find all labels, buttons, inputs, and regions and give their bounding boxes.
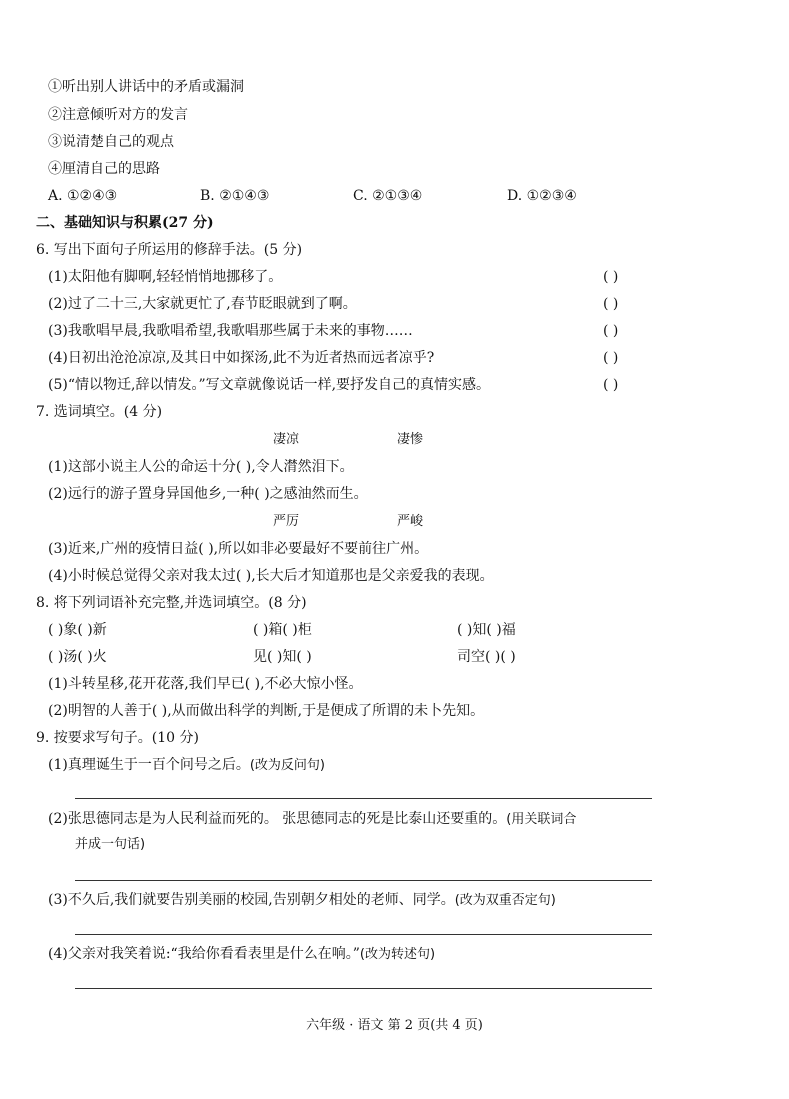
q5-choice-a[interactable]: A. ①②④③: [48, 188, 118, 204]
page-footer: 六年级 · 语文 第 2 页(共 4 页): [306, 1018, 483, 1033]
q8-idiom-2[interactable]: ( )箱( )柜: [253, 622, 312, 638]
q5-choice-c[interactable]: C. ②①③④: [353, 188, 423, 204]
q7-item-1: (1)这部小说主人公的命运十分( ),令人潸然泪下。: [48, 459, 354, 475]
q9-item-3: (3)不久后,我们就要告别美丽的校园,告别朝夕相处的老师、同学。(改为双重否定句): [48, 892, 556, 908]
q6-item-3: (3)我歌唱早晨,我歌唱希望,我歌唱那些属于未来的事物……: [48, 323, 413, 339]
q6-item-2: (2)过了二十三,大家就更忙了,春节眨眼就到了啊。: [48, 296, 357, 312]
q8-idiom-3[interactable]: ( )知( )福: [457, 622, 516, 638]
q5-option-4: ④厘清自己的思路: [48, 161, 160, 177]
q7-item-2: (2)远行的游子置身异国他乡,一种( )之感油然而生。: [48, 486, 368, 502]
q6-answer-2[interactable]: ( ): [603, 296, 619, 312]
q9-item-1: (1)真理诞生于一百个问号之后。(改为反问句): [48, 757, 325, 773]
q7-word-3: 严厉: [273, 514, 300, 529]
q7-word-1: 凄凉: [273, 432, 300, 447]
q5-option-1: ①听出别人讲话中的矛盾或漏洞: [48, 79, 244, 95]
q9-answer-line-3[interactable]: [75, 934, 652, 935]
q9-item-4: (4)父亲对我笑着说:“我给你看看表里是什么在响。”(改为转述句): [48, 946, 436, 962]
section-title: 二、基础知识与积累(27 分): [36, 215, 214, 231]
q8-item-2: (2)明智的人善于( ),从而做出科学的判断,于是便成了所谓的未卜先知。: [48, 703, 485, 719]
q9-item-2-cont: 并成一句话): [75, 837, 146, 852]
q7-title: 7. 选词填空。(4 分): [36, 404, 163, 420]
q7-word-4: 严峻: [397, 514, 424, 529]
q8-idiom-4[interactable]: ( )汤( )火: [48, 649, 107, 665]
q8-idiom-1[interactable]: ( )象( )新: [48, 622, 107, 638]
q6-answer-4[interactable]: ( ): [603, 350, 619, 366]
q5-option-2: ②注意倾听对方的发言: [48, 107, 188, 123]
q5-choice-d[interactable]: D. ①②③④: [507, 188, 577, 204]
q5-option-3: ③说清楚自己的观点: [48, 134, 174, 150]
q6-item-5: (5)“情以物迁,辞以情发。”写文章就像说话一样,要抒发自己的真情实感。: [48, 377, 491, 393]
q9-title: 9. 按要求写句子。(10 分): [36, 730, 199, 746]
q7-word-2: 凄惨: [397, 432, 424, 447]
q9-answer-line-2[interactable]: [75, 880, 652, 881]
q8-idiom-5[interactable]: 见( )知( ): [253, 649, 312, 665]
q7-item-4: (4)小时候总觉得父亲对我太过( ),长大后才知道那也是父亲爱我的表现。: [48, 568, 494, 584]
q6-title: 6. 写出下面句子所运用的修辞手法。(5 分): [36, 242, 303, 258]
q6-answer-5[interactable]: ( ): [603, 377, 619, 393]
q8-title: 8. 将下列词语补充完整,并选词填空。(8 分): [36, 595, 307, 611]
q8-idiom-6[interactable]: 司空( )( ): [457, 649, 516, 665]
q9-answer-line-4[interactable]: [75, 988, 652, 989]
q8-item-1: (1)斗转星移,花开花落,我们早已( ),不必大惊小怪。: [48, 676, 363, 692]
q6-item-4: (4)日初出沧沧凉凉,及其日中如探汤,此不为近者热而远者凉乎?: [48, 350, 435, 366]
q5-choice-b[interactable]: B. ②①④③: [200, 188, 270, 204]
q7-item-3: (3)近来,广州的疫情日益( ),所以如非必要最好不要前往广州。: [48, 541, 429, 557]
q6-item-1: (1)太阳他有脚啊,轻轻悄悄地挪移了。: [48, 269, 283, 285]
q6-answer-3[interactable]: ( ): [603, 323, 619, 339]
q9-answer-line-1[interactable]: [75, 798, 652, 799]
q6-answer-1[interactable]: ( ): [603, 269, 619, 285]
q9-item-2: (2)张思德同志是为人民利益而死的。 张思德同志的死是比泰山还要重的。(用关联词合: [48, 811, 577, 827]
